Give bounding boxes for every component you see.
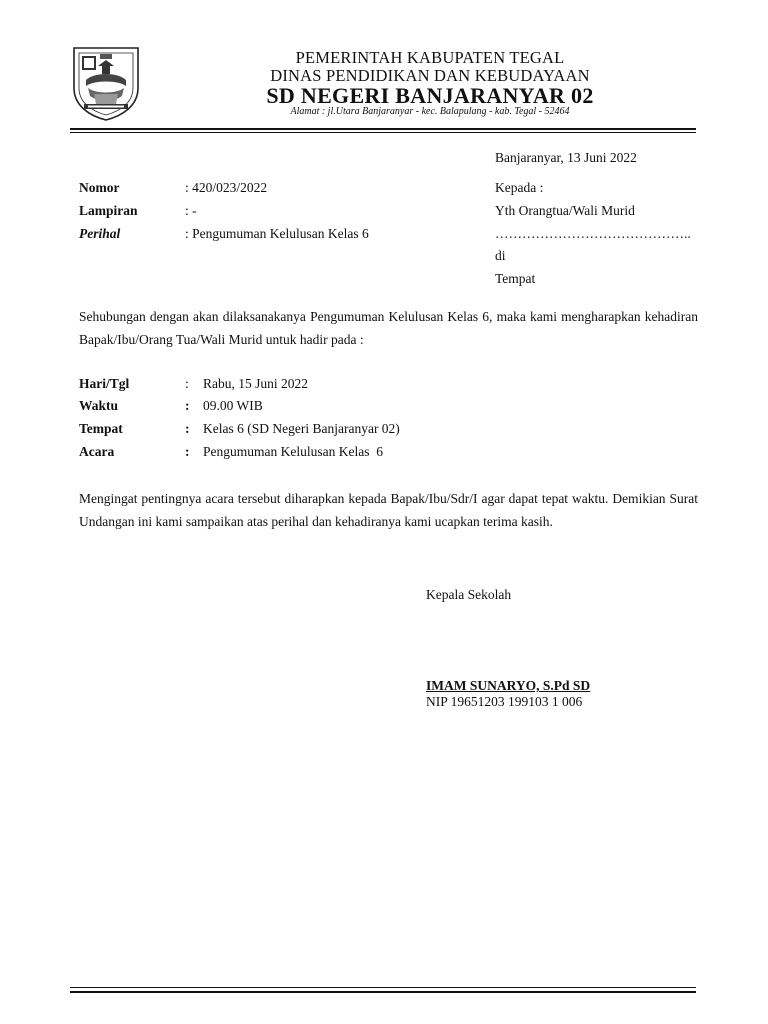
event-tempat-colon: :	[185, 421, 190, 436]
recipient-dots: ……………………………………..	[495, 226, 691, 241]
event-waktu-colon: :	[185, 398, 190, 413]
event-acara-value: Pengumuman Kelulusan Kelas 6	[203, 444, 383, 459]
perihal-label: Perihal	[79, 226, 121, 241]
recipient-kepada: Kepada :	[495, 180, 544, 195]
footer-divider-thin	[70, 987, 696, 988]
nomor-label: Nomor	[79, 180, 120, 195]
event-waktu-value: 09.00 WIB	[203, 398, 263, 413]
letterhead-divider-thin	[70, 132, 696, 133]
event-hari-colon: :	[185, 376, 189, 391]
event-tempat-value: Kelas 6 (SD Negeri Banjaranyar 02)	[203, 421, 400, 436]
lampiran-value: : -	[185, 203, 197, 218]
event-acara-colon: :	[185, 444, 190, 459]
recipient-di: di	[495, 248, 506, 263]
event-acara-label: Acara	[79, 444, 115, 459]
nomor-value: : 420/023/2022	[185, 180, 268, 195]
perihal-value: : Pengumuman Kelulusan Kelas 6	[185, 226, 369, 241]
signature-name: IMAM SUNARYO, S.Pd SD	[426, 678, 591, 693]
closing-paragraph: Mengingat pentingnya acara tersebut diharapkan kepada Bapak/Ibu/Sdr/I agar dapat tepat waktu. Demikian Surat Undangan ini kami sampaikan atas perihal dan kehadiranya kami ucapkan terima kasih.	[79, 491, 698, 529]
signature-title: Kepala Sekolah	[426, 587, 512, 602]
school-emblem-logo	[70, 44, 142, 122]
letterhead-address: Alamat : jl.Utara Banjaranyar - kec. Balapulang - kab. Tegal - 52464	[290, 106, 570, 117]
footer-divider-thick	[70, 991, 696, 993]
letterhead-department: DINAS PENDIDIKAN DAN KEBUDAYAAN	[270, 66, 590, 85]
signature-nip: NIP 19651203 199103 1 006	[426, 694, 583, 709]
recipient-yth: Yth Orangtua/Wali Murid	[495, 203, 635, 218]
event-waktu-label: Waktu	[79, 398, 119, 413]
letter-date: Banjaranyar, 13 Juni 2022	[495, 150, 637, 165]
letterhead-government: PEMERINTAH KABUPATEN TEGAL	[295, 48, 565, 67]
event-hari-label: Hari/Tgl	[79, 376, 130, 391]
intro-paragraph: Sehubungan dengan akan dilaksanakanya Pengumuman Kelulusan Kelas 6, maka kami mengharapkan kehadiran Bapak/Ibu/Orang Tua/Wali Murid untuk hadir pada :	[79, 309, 698, 347]
event-hari-value: Rabu, 15 Juni 2022	[203, 376, 309, 391]
recipient-tempat: Tempat	[495, 271, 536, 286]
event-tempat-label: Tempat	[79, 421, 123, 436]
letterhead-divider-thick	[70, 128, 696, 130]
letterhead-school-name: SD NEGERI BANJARANYAR 02	[266, 83, 594, 108]
lampiran-label: Lampiran	[79, 203, 138, 218]
